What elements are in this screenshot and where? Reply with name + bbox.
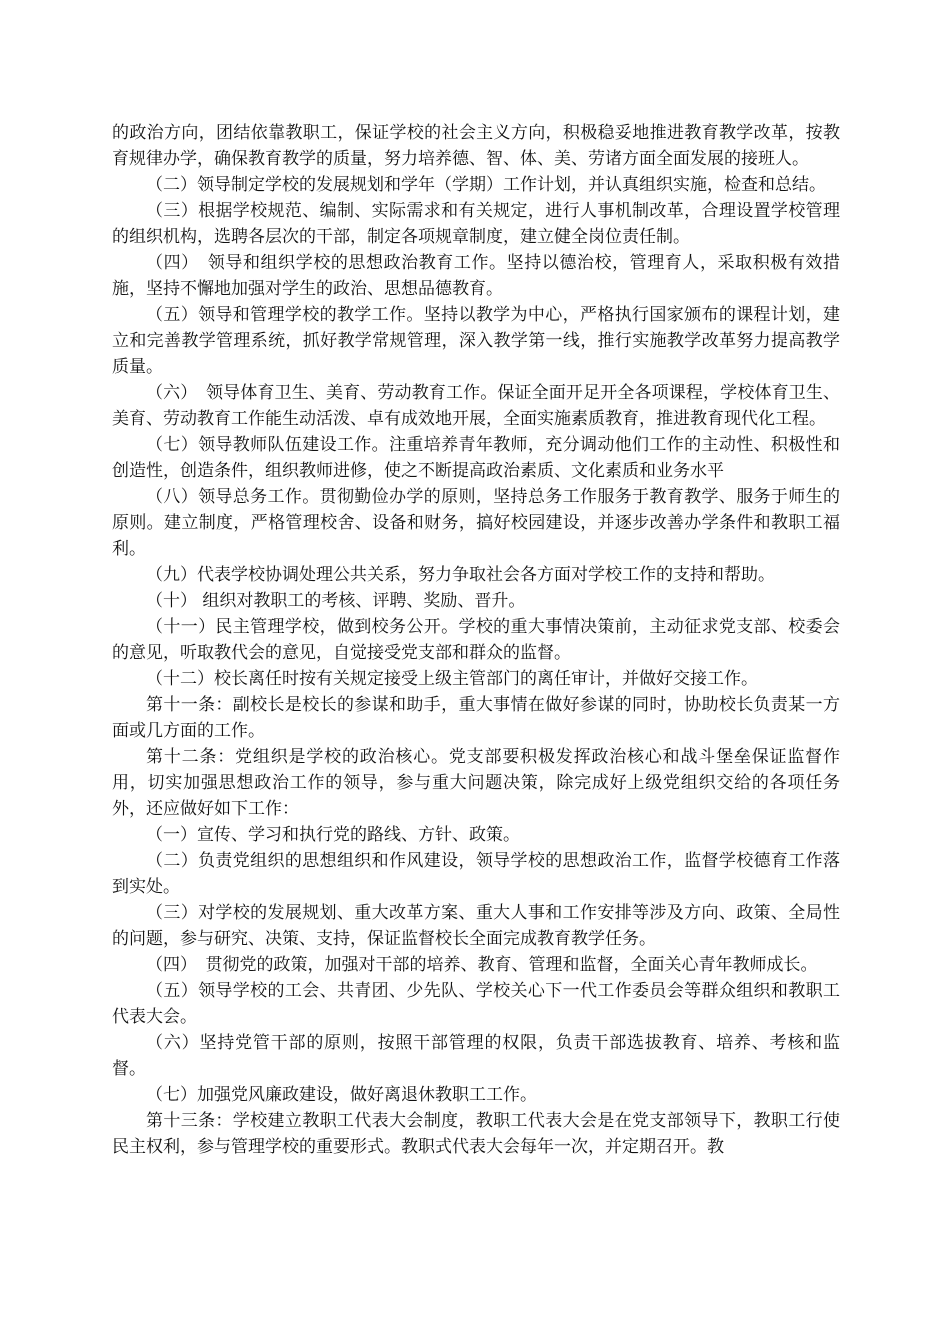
paragraph-party-item-3: （三）对学校的发展规划、重大改革方案、重大人事和工作安排等涉及方向、政策、全局性的问题，参与研究、决策、支持，保证监督校长全面完成教育教学任务。	[112, 903, 840, 949]
paragraph-article-13: 第十三条：学校建立教职工代表大会制度，教职工代表大会是在党支部领导下，教职工行使民主权利，参与管理学校的重要形式。教职式代表大会每年一次，并定期召开。教	[112, 1111, 840, 1157]
paragraph-party-item-7: （七）加强党风廉政建设，做好离退休教职工工作。	[146, 1085, 537, 1105]
paragraph-item-7: （七）领导教师队伍建设工作。注重培养青年教师，充分调动他们工作的主动性、积极性和创造性，创造条件，组织教师进修，使之不断提高政治素质、文化素质和业务水平	[112, 435, 840, 481]
paragraph-party-item-5: （五）领导学校的工会、共青团、少先队、学校关心下一代工作委员会等群众组织和教职工代表大会。	[112, 981, 840, 1027]
paragraph-party-item-2: （二）负责党组织的思想组织和作风建设，领导学校的思想政治工作，监督学校德育工作落到实处。	[112, 851, 840, 897]
paragraph-continuation: 的政治方向，团结依靠教职工，保证学校的社会主义方向，积极稳妥地推进教育教学改革，按教育规律办学，确保教育教学的质量，努力培养德、智、体、美、劳诸方面全面发展的接班人。	[112, 123, 840, 169]
paragraph-party-item-1: （一）宣传、学习和执行党的路线、方针、政策。	[146, 825, 520, 845]
paragraph-article-11: 第十一条：副校长是校长的参谋和助手，重大事情在做好参谋的同时，协助校长负责某一方面或几方面的工作。	[112, 695, 840, 741]
paragraph-item-5: （五）领导和管理学校的教学工作。坚持以教学为中心，严格执行国家颁布的课程计划，建立和完善教学管理系统，抓好教学常规管理，深入教学第一线，推行实施教学改革努力提高教学质量。	[112, 305, 840, 377]
paragraph-item-10: （十） 组织对教职工的考核、评聘、奖励、晋升。	[146, 591, 526, 611]
paragraph-item-12: （十二）校长离任时按有关规定接受上级主管部门的离任审计，并做好交接工作。	[146, 669, 758, 689]
paragraph-party-item-4: （四） 贯彻党的政策，加强对干部的培养、教育、管理和监督，全面关心青年教师成长。	[146, 955, 818, 975]
paragraph-party-item-6: （六）坚持党管干部的原则，按照干部管理的权限，负责干部选拔教育、培养、考核和监督。	[112, 1033, 840, 1079]
paragraph-item-2: （二）领导制定学校的发展规划和学年（学期）工作计划，并认真组织实施，检查和总结。	[146, 175, 826, 195]
paragraph-item-9: （九）代表学校协调处理公共关系，努力争取社会各方面对学校工作的支持和帮助。	[146, 565, 775, 585]
paragraph-item-4: （四） 领导和组织学校的思想政治教育工作。坚持以德治校，管理育人，采取积极有效措施，坚持不懈地加强对学生的政治、思想品德教育。	[112, 253, 840, 299]
document-page	[112, 120, 840, 1160]
paragraph-item-6: （六） 领导体育卫生、美育、劳动教育工作。保证全面开足开全各项课程，学校体育卫生、美育、劳动教育工作能生动活泼、卓有成效地开展，全面实施素质教育，推进教育现代化工程。	[112, 383, 840, 429]
paragraph-item-3: （三）根据学校规范、编制、实际需求和有关规定，进行人事机制改革，合理设置学校管理的组织机构，选聘各层次的干部，制定各项规章制度，建立健全岗位责任制。	[112, 201, 840, 247]
paragraph-item-8: （八）领导总务工作。贯彻勤俭办学的原则，坚持总务工作服务于教育教学、服务于师生的原则。建立制度，严格管理校舍、设备和财务，搞好校园建设，并逐步改善办学条件和教职工福利。	[112, 487, 840, 559]
paragraph-article-12: 第十二条：党组织是学校的政治核心。党支部要积极发挥政治核心和战斗堡垒保证监督作用，切实加强思想政治工作的领导，参与重大问题决策，除完成好上级党组织交给的各项任务外，还应做好如下工作：	[112, 747, 840, 819]
paragraph-item-11: （十一）民主管理学校，做到校务公开。学校的重大事情决策前，主动征求党支部、校委会的意见，听取教代会的意见，自觉接受党支部和群众的监督。	[112, 617, 840, 663]
